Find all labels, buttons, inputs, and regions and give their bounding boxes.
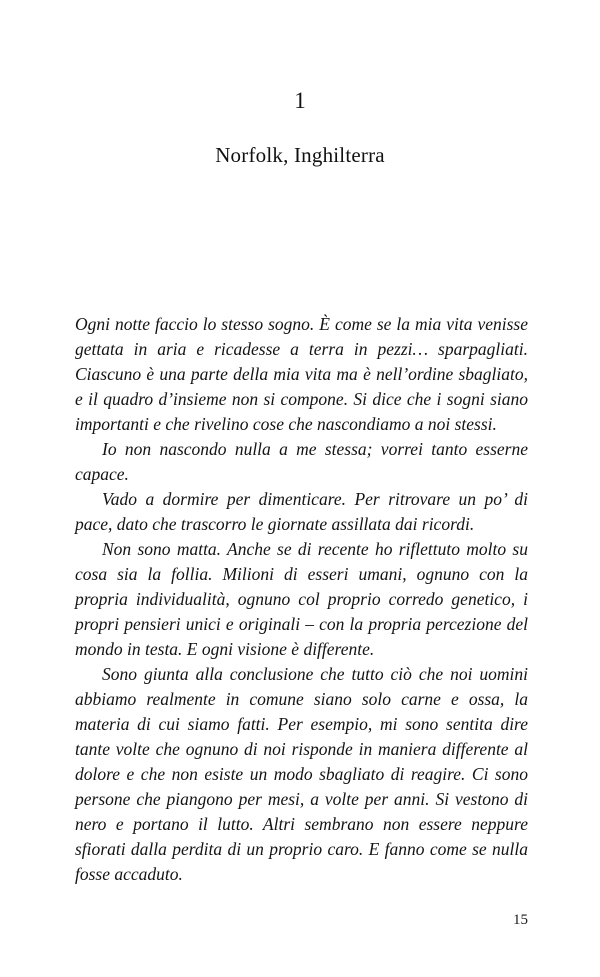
body-text [75,312,528,887]
paragraph: Ogni notte faccio lo stesso sogno. È come se la mia vita venisse gettata in aria e ricadesse a terra in pezzi… sparpagliati. Ciascuno è una parte della mia vita ma è nell’ordine sbagliato, e il quadro d’insieme non si compone. Si dice che i sogni siano importanti e che rivelino cose che nascondiamo a noi stessi. [75,314,528,434]
paragraph: Sono giunta alla conclusione che tutto ciò che noi uomini abbiamo realmente in comune siano solo carne e ossa, la materia di cui siamo fatti. Per esempio, mi sono sentita dire tante volte che ognuno di noi risponde in maniera differente al dolore e che non esiste un modo sbagliato di reagire. Ci sono persone che piangono per mesi, a volte per anni. Si vestono di nero e portano il lutto. Altri sembrano non essere neppure sfiorati dalla perdita di un proprio caro. E fanno come se nulla fosse accaduto. [75,664,528,884]
chapter-number: 1 [294,88,306,113]
chapter-title: Norfolk, Inghilterra [215,143,385,167]
paragraph: Vado a dormire per dimenticare. Per ritrovare un po’ di pace, dato che trascorro le giornate assillata dai ricordi. [75,489,528,534]
paragraph: Io non nascondo nulla a me stessa; vorrei tanto esserne capace. [75,439,528,484]
page-number: 15 [513,912,528,928]
paragraph: Non sono matta. Anche se di recente ho riflettuto molto su cosa sia la follia. Milioni di esseri umani, ognuno con la propria individualità, ognuno col proprio corredo genetico, i propri pensieri unici e originali – con la propria percezione del mondo in testa. E ogni visione è differente. [75,539,528,659]
